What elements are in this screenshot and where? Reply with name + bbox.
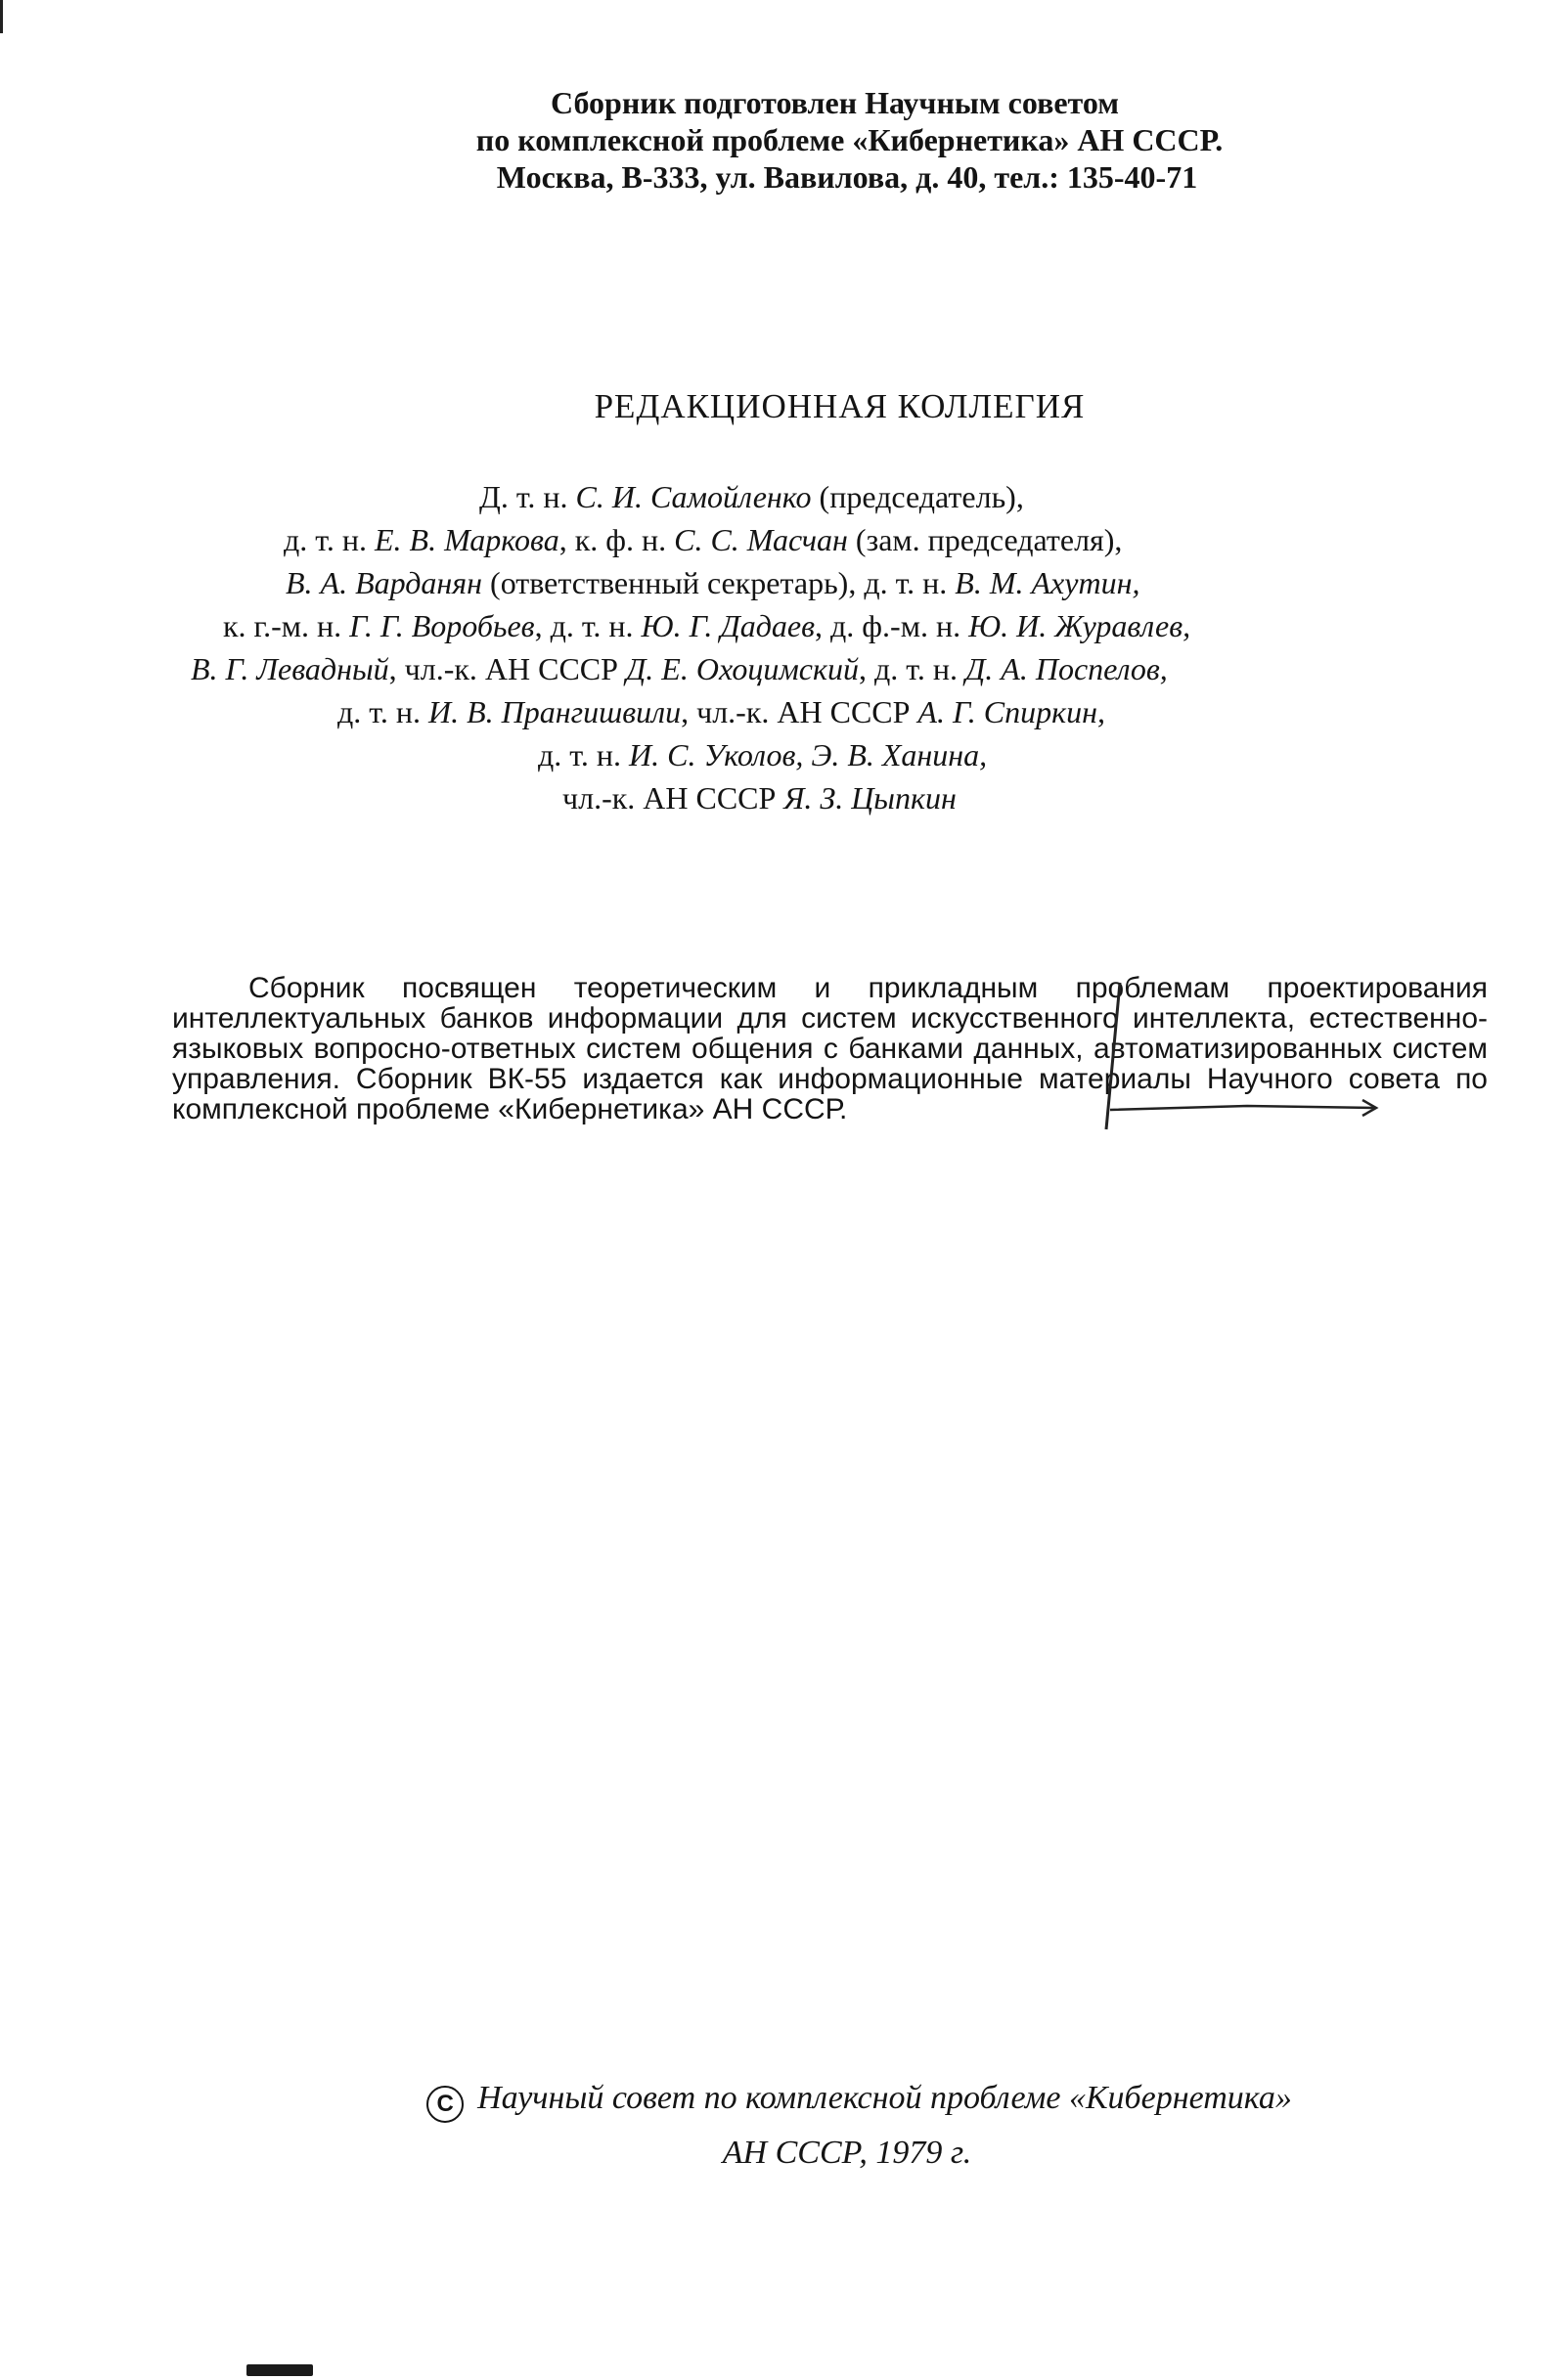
board-member-title: , д. ф.-м. н.: [815, 608, 969, 643]
board-member-name: В. Г. Левадный: [191, 651, 389, 686]
publisher-header: [0, 84, 1562, 196]
abstract-text: Сборник посвящен теоретическим и прикладным проблемам проектирования интеллектуальных банков информации для систем искусственного интеллекта, естественно-языковых вопросно-ответных систем общения с банками данных, автоматизированных систем управления. Сборник ВК-55 издается как информационные материалы Научного совета по комплексной проблеме «Кибернетика» АН СССР.: [172, 972, 1488, 1125]
copyright-block: [0, 2071, 1562, 2181]
board-member-name: В. А. Варданян: [286, 565, 483, 600]
header-line-2: по комплексной проблеме «Кибернетика» АН СССР.: [475, 122, 1224, 157]
board-member-name: С. С. Масчан: [674, 522, 848, 557]
board-member-title: (председатель),: [811, 479, 1024, 514]
board-member-title: чл.-к. АН СССР: [562, 780, 784, 815]
board-line-5: [191, 647, 1562, 690]
abstract-paragraph: [172, 973, 1488, 1124]
scan-edge-mark: [0, 0, 3, 33]
board-member-name: Г. Г. Воробьев: [349, 608, 535, 643]
board-line-1: [479, 475, 1562, 518]
board-member-title: д. т. н.: [538, 737, 629, 772]
board-line-6: [337, 690, 1562, 733]
board-member-name: В. М. Ахутин,: [955, 565, 1140, 600]
board-member-title: Д. т. н.: [479, 479, 576, 514]
header-line-3: Москва, В-333, ул. Вавилова, д. 40, тел.: 135-40-71: [496, 159, 1198, 195]
copyright-text-1: Научный совет по комплексной проблеме «Кибернетика»: [477, 2080, 1292, 2116]
board-member-name: Ю. Г. Дадаев: [641, 608, 816, 643]
board-line-8: [562, 776, 1562, 819]
scan-footer-smudge: [246, 2364, 313, 2376]
editorial-board-title: РЕДАКЦИОННАЯ КОЛЛЕГИЯ: [594, 387, 1086, 425]
board-line-2: [284, 518, 1562, 561]
board-member-name: Ю. И. Журавлев,: [968, 608, 1191, 643]
board-member-title: д. т. н.: [337, 694, 428, 729]
board-member-name: И. С. Уколов, Э. В. Ханина,: [628, 737, 988, 772]
board-member-title: , д. т. н.: [858, 651, 965, 686]
board-member-name: Я. З. Цыпкин: [783, 780, 957, 815]
board-member-title: (зам. председателя),: [847, 522, 1123, 557]
board-member-name: Д. Е. Охоцимский: [625, 651, 859, 686]
board-member-title: , чл.-к. АН СССР: [388, 651, 626, 686]
board-member-title: , д. т. н.: [534, 608, 642, 643]
editorial-board-list: [0, 475, 1562, 819]
board-member-name: И. В. Прангишвили: [427, 694, 682, 729]
board-member-title: д. т. н.: [284, 522, 375, 557]
board-member-name: А. Г. Спиркин,: [917, 694, 1105, 729]
board-member-name: Д. А. Поспелов,: [964, 651, 1168, 686]
board-line-7: [538, 733, 1562, 776]
board-member-name: С. И. Самойленко: [575, 479, 812, 514]
board-member-name: Е. В. Маркова: [374, 522, 559, 557]
copyright-line-2: АН СССР, 1979 г.: [722, 2135, 972, 2171]
board-line-3: [286, 561, 1562, 604]
copyright-icon: C: [426, 2086, 464, 2123]
board-member-title: , чл.-к. АН СССР: [681, 694, 918, 729]
board-member-title: (ответственный секретарь), д. т. н.: [482, 565, 956, 600]
board-member-title: к. г.-м. н.: [223, 608, 350, 643]
board-member-title: , к. ф. н.: [558, 522, 675, 557]
board-line-4: [223, 604, 1562, 647]
header-line-1: Сборник подготовлен Научным советом: [550, 85, 1120, 120]
copyright-line-1: [156, 2071, 1562, 2126]
